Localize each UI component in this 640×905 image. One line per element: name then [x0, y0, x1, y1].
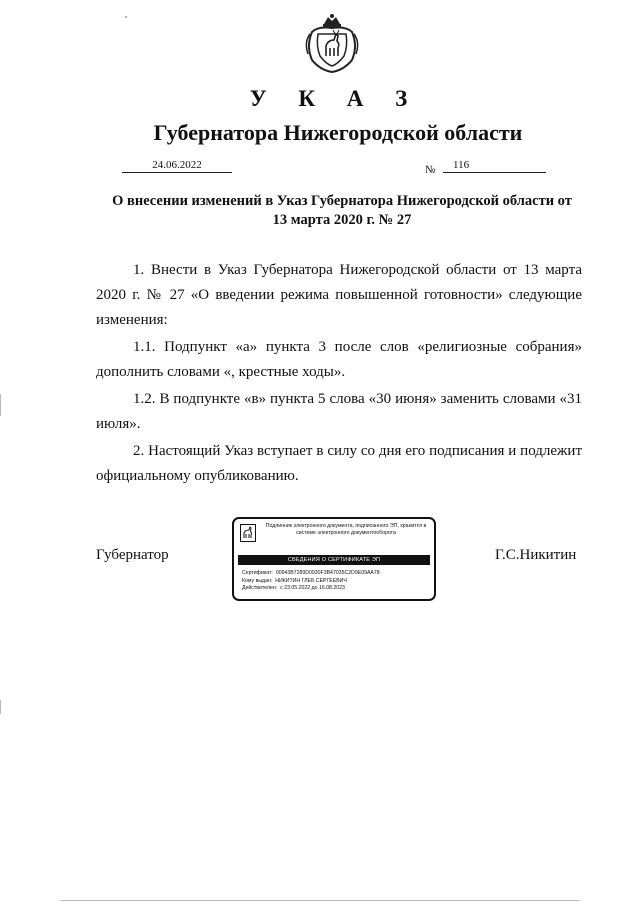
paragraph: 1.2. В подпункте «в» пункта 5 слова «30 июня» заменить словами «31 июля».: [96, 391, 582, 432]
paragraph: 1.1. Подпункт «а» пункта 3 после слов «религиозные собрания» дополнить словами «, крестные ходы».: [96, 339, 582, 380]
stamp-owner-label: Кому выдан:: [242, 577, 273, 584]
stamp-owner-value: НИКИТИН ГЛЕБ СЕРГЕЕВИЧ: [275, 577, 347, 584]
document-date: 24.06.2022: [122, 159, 232, 173]
stamp-cert-line: [242, 570, 380, 578]
document-number: 116: [443, 159, 546, 173]
number-sign: №: [425, 164, 436, 176]
stamp-details: [242, 570, 380, 593]
paragraph: 2. Настоящий Указ вступает в силу со дня его подписания и подлежит официальному опубликованию.: [96, 443, 582, 484]
scan-edge-mark: [0, 700, 1, 714]
stamp-cert-label: Сертификат:: [242, 570, 273, 576]
stamp-valid-line: [242, 585, 380, 593]
document-body: [96, 258, 582, 491]
stamp-header-bar: СВЕДЕНИЯ О СЕРТИФИКАТЕ ЭП: [238, 555, 430, 565]
scan-edge-mark: [0, 394, 1, 416]
region-emblem-icon: [240, 524, 256, 542]
stamp-note: Подлинник электронного документа, подписанного ЭП, хранится в системе электронного документооборота: [265, 523, 427, 536]
signer-role: Губернатор: [96, 547, 169, 563]
scan-speck: [125, 16, 127, 18]
paragraph: 1. Внести в Указ Губернатора Нижегородской области от 13 марта 2020 г. № 27 «О введении режима повышенной готовности» следующие изменения:: [96, 262, 582, 328]
coat-of-arms-icon: [302, 12, 362, 74]
stamp-valid-label: Действителен:: [242, 585, 278, 591]
stamp-valid-value: с 23.05.2022 до 16.08.2023: [280, 585, 345, 591]
signer-name: Г.С.Никитин: [495, 547, 577, 563]
stamp-cert-value: 00943B7289D0930F3B47035C2D9E09AA78: [275, 570, 380, 576]
stamp-owner-line: [242, 578, 380, 586]
document-title: У К А З: [249, 86, 421, 111]
electronic-signature-stamp: [232, 517, 436, 601]
document-issuer: Губернатора Нижегородской области: [153, 120, 523, 145]
document-subject: О внесении изменений в Указ Губернатора Нижегородской области от 13 марта 2020 г. № 27: [112, 193, 572, 228]
scan-bottom-edge: [60, 900, 580, 901]
